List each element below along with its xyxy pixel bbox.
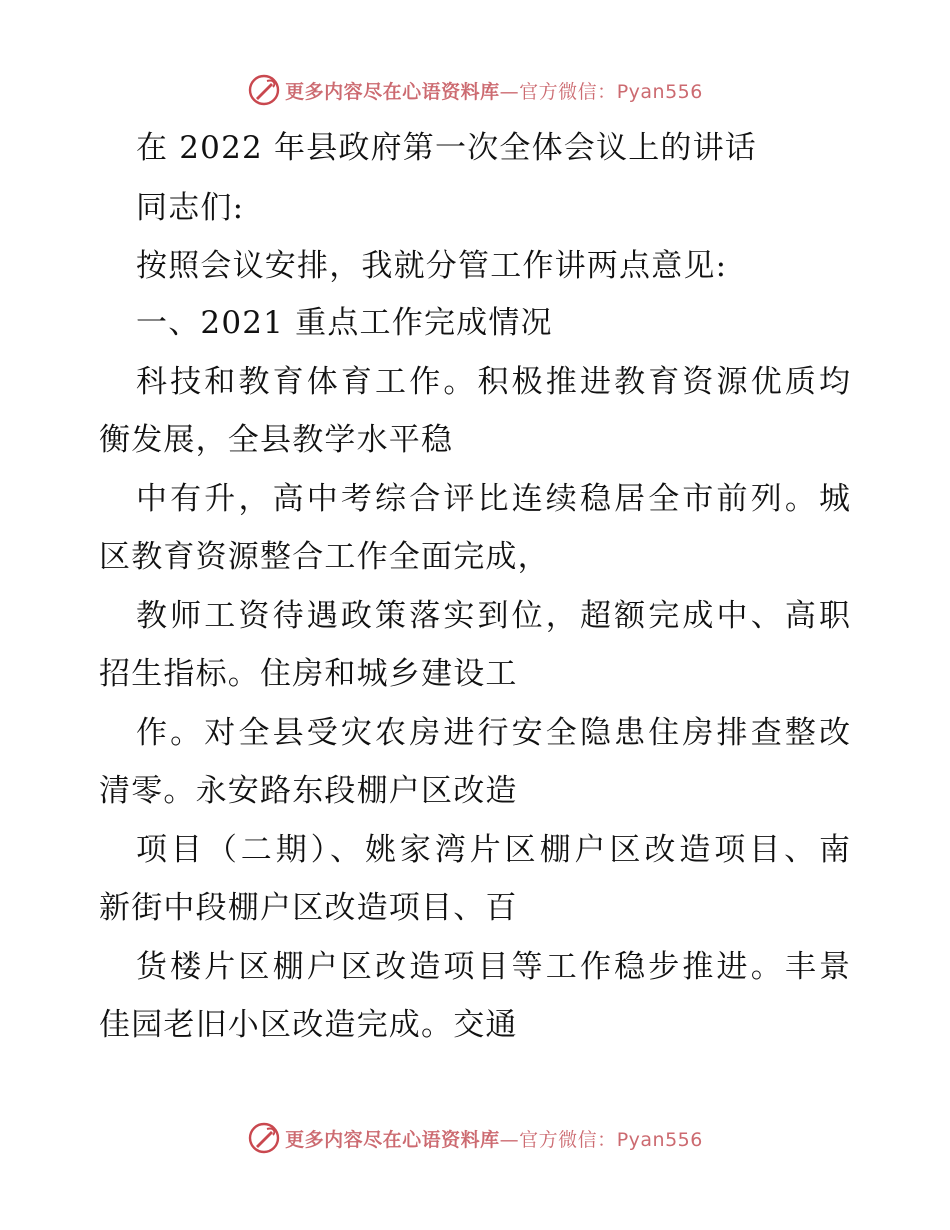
body-line: 教师工资待遇政策落实到位，超额完成中、高职 xyxy=(136,598,850,634)
watermark-group xyxy=(247,73,703,107)
section-heading: 一、2021 重点工作完成情况 xyxy=(136,305,553,341)
body-line: 佳园老旧小区改造完成。交通 xyxy=(99,1007,518,1043)
body-line: 区教育资源整合工作全面完成， xyxy=(99,539,550,575)
body-line: 科技和教育体育工作。积极推进教育资源优质均 xyxy=(136,364,850,400)
body-line: 招生指标。住房和城乡建设工 xyxy=(99,656,518,692)
feather-pen-icon xyxy=(247,1121,281,1155)
intro-paragraph: 按照会议安排，我就分管工作讲两点意见: xyxy=(136,248,728,284)
watermark-text: 更多内容尽在心语资料库—官方微信：Pyan556 xyxy=(285,80,703,103)
body-line: 新街中段棚户区改造项目、百 xyxy=(99,890,518,926)
feather-pen-icon xyxy=(247,73,281,107)
body-line: 项目（二期）、姚家湾片区棚户区改造项目、南 xyxy=(136,832,850,868)
body-line: 衡发展，全县教学水平稳 xyxy=(99,422,454,458)
salutation: 同志们: xyxy=(136,190,245,226)
body-line: 清零。永安路东段棚户区改造 xyxy=(99,773,518,809)
body-line: 中有升，高中考综合评比连续稳居全市前列。城 xyxy=(136,481,850,517)
body-line: 货楼片区棚户区改造项目等工作稳步推进。丰景 xyxy=(136,949,850,985)
watermark-footer xyxy=(0,1118,950,1158)
body-line: 作。对全县受灾农房进行安全隐患住房排查整改 xyxy=(136,715,850,751)
document-title: 在 2022 年县政府第一次全体会议上的讲话 xyxy=(136,130,757,166)
watermark-text: 更多内容尽在心语资料库—官方微信：Pyan556 xyxy=(285,1128,703,1151)
watermark-group xyxy=(247,1121,703,1155)
watermark-header xyxy=(0,70,950,110)
